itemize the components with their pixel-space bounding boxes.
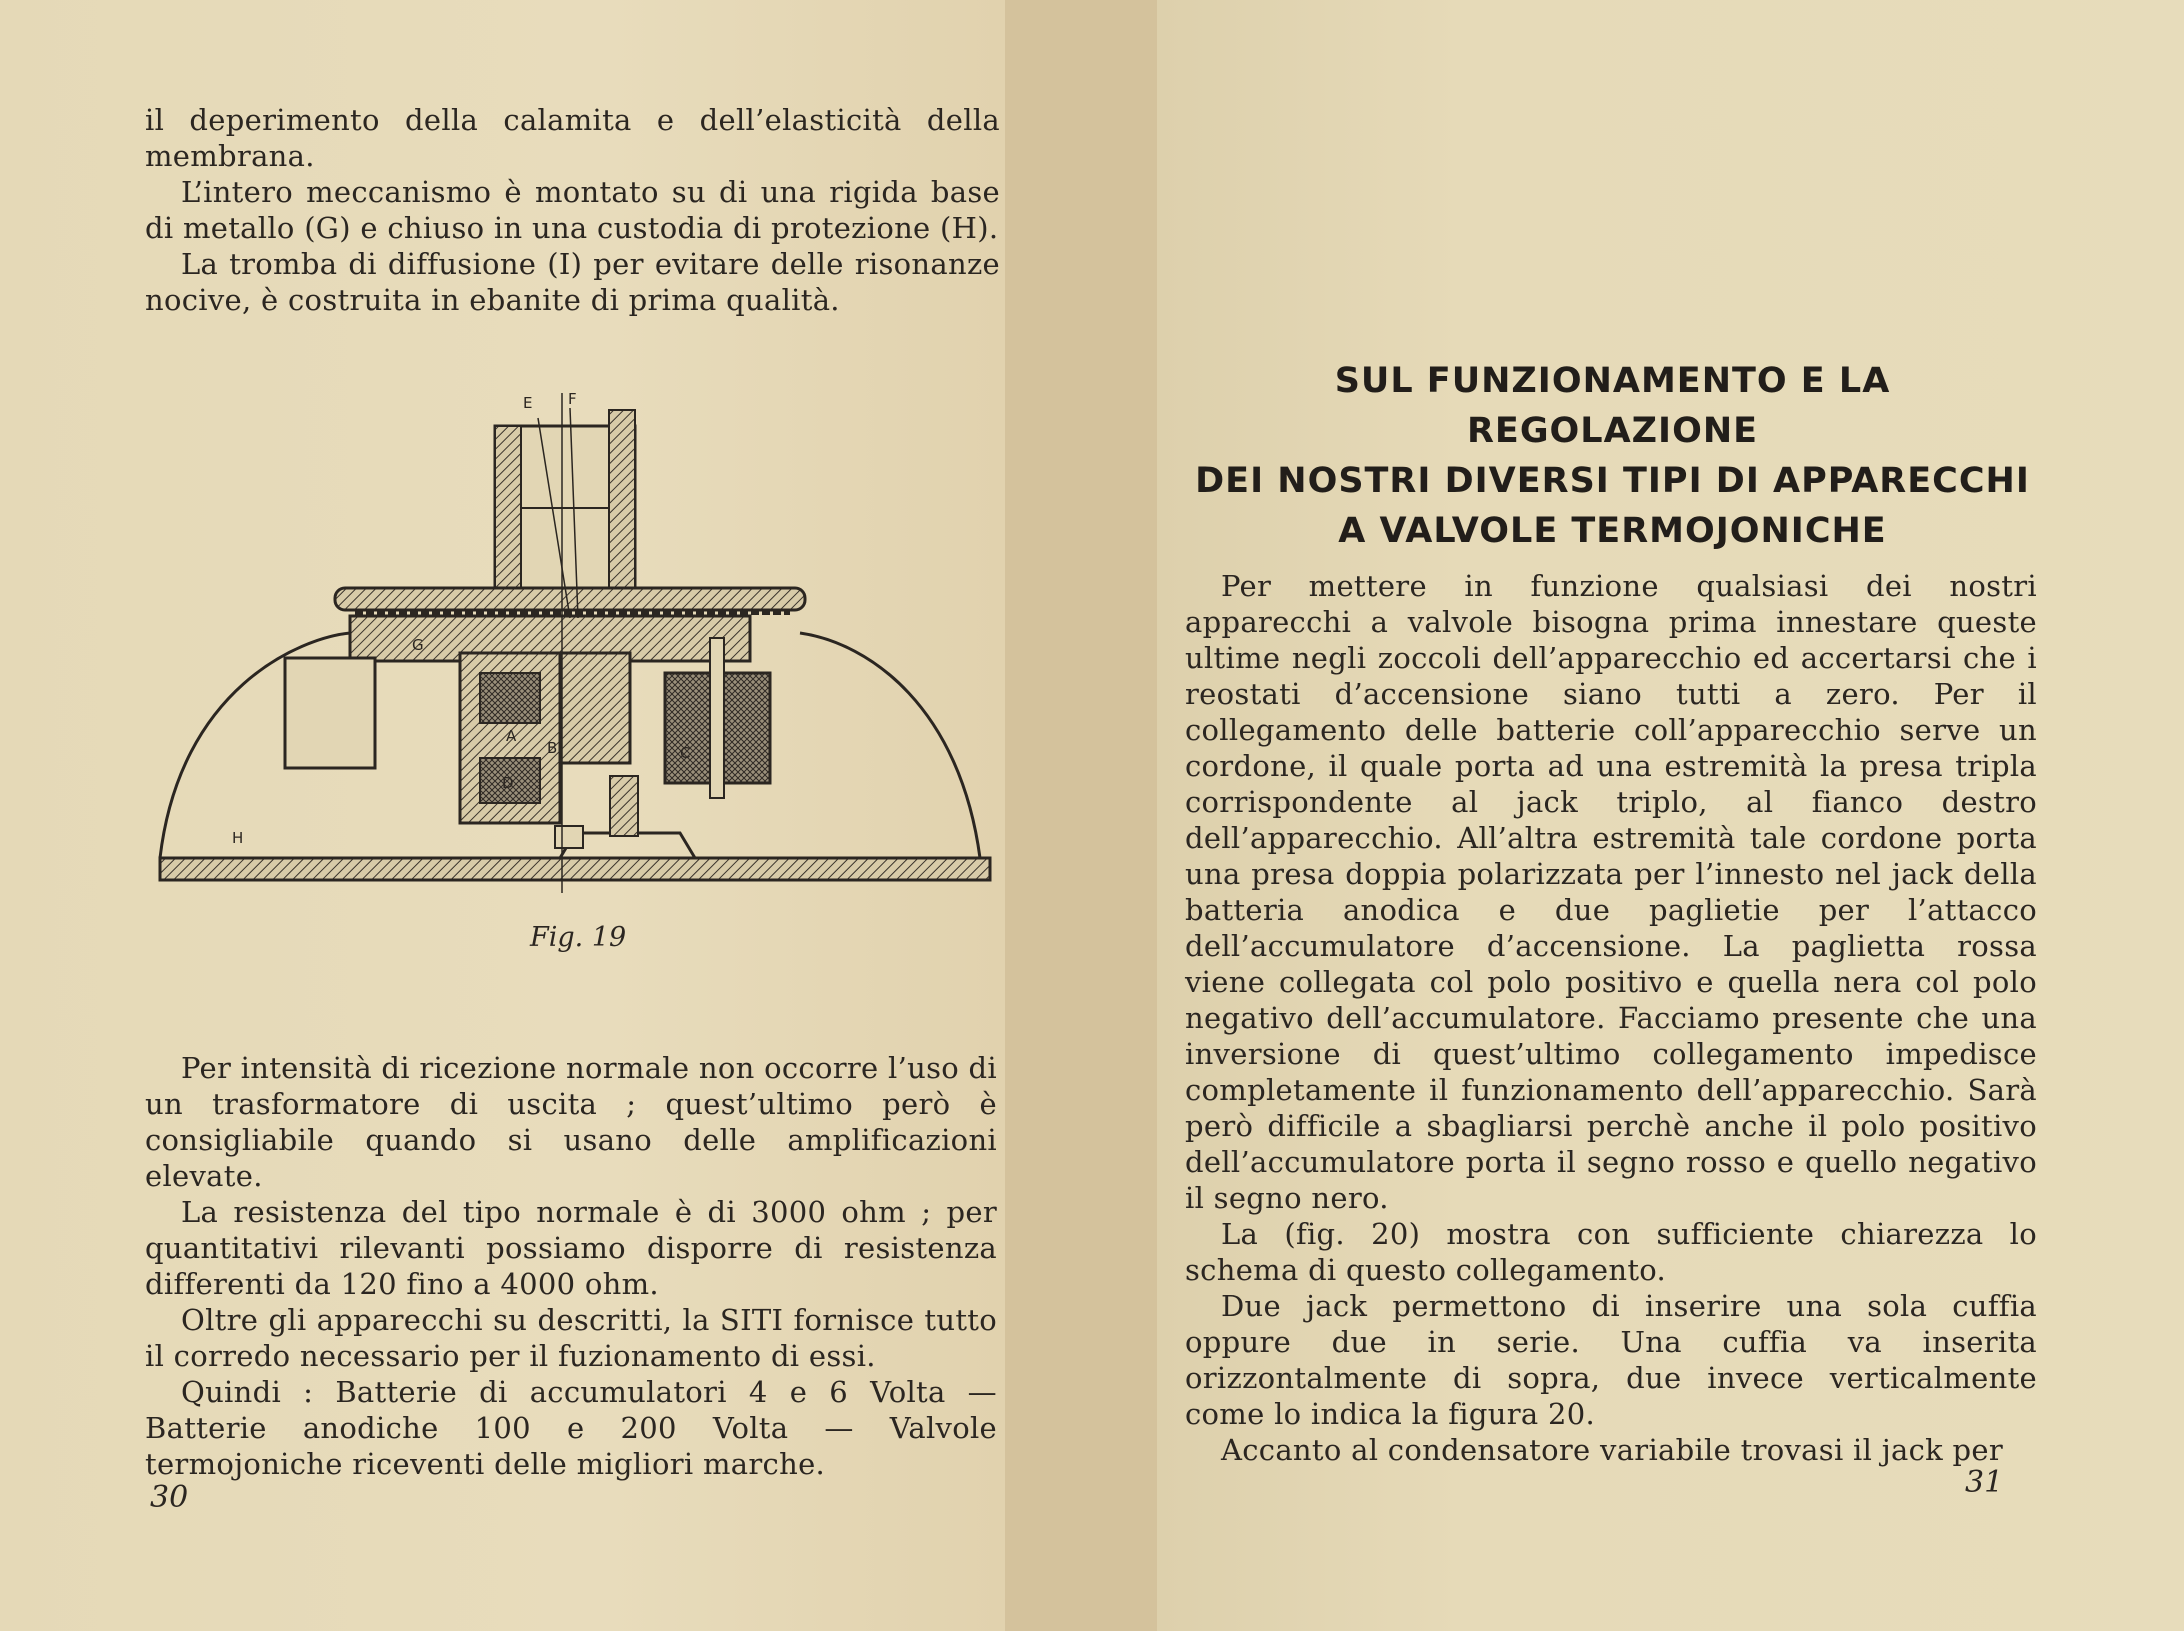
left-page xyxy=(0,0,1005,1631)
chapter-title xyxy=(1185,356,2040,556)
paragraph: Per mettere in funzione qualsiasi dei nostri apparecchi a valvole bisogna prima innestare queste ultime negli zoccoli dell’apparecchio ed accertarsi che i reostati d’accensione siano tutti a zero. Per il collegamento delle batterie coll’apparecchio serve un cordone, il quale porta ad una estremità la presa tripla corrispondente al jack triplo, al fianco destro dell’apparecchio. All’altra estremità tale cordone porta una presa doppia polarizzata per l’innesto nel jack della batteria anodica e due paglietie per l’attacco dell’accumulatore d’accensione. La paglietta rossa viene collegata col polo positivo e quella nera col polo negativo dell’accumulatore. Facciamo presente che una inversione di quest’ultimo collegamento impedisce completamente il funzionamento dell’apparecchio. Sarà però difficile a sbagliarsi perchè anche il polo positivo dell’accumulatore porta il segno rosso e quello negativo il segno nero. xyxy=(1185,569,2037,1215)
figure-label-a: A xyxy=(506,727,517,745)
figure-label-f: F xyxy=(568,390,577,408)
figure-caption: Fig. 19 xyxy=(530,922,627,953)
paragraph: La resistenza del tipo normale è di 3000 ohm ; per quantitativi rilevanti possiamo disporre di resistenza differenti da 120 fino a 4000 ohm. xyxy=(145,1195,997,1301)
book-gutter xyxy=(1005,0,1157,1631)
title-line: SUL FUNZIONAMENTO E LA REGOLAZIONE xyxy=(1334,361,1891,451)
paragraph: il deperimento della calamita e dell’elasticità della membrana. xyxy=(145,103,1000,173)
paragraph: Oltre gli apparecchi su descritti, la SITI fornisce tutto il corredo necessario per il fuzionamento di essi. xyxy=(145,1303,997,1373)
figure-label-g: G xyxy=(412,636,424,654)
housing-dome xyxy=(800,633,980,858)
right-body-text xyxy=(1185,568,2037,1468)
figure-label-d: D xyxy=(502,774,514,792)
paragraph: Due jack permettono di inserire una sola cuffia oppure due in serie. Una cuffia va inserita orizzontalmente di sopra, due invece verticalmente come lo indica la figura 20. xyxy=(1185,1289,2037,1431)
left-bottom-text xyxy=(145,1050,997,1482)
base-plate xyxy=(160,858,990,880)
paragraph: L’intero meccanismo è montato su di una rigida base di metallo (G) e chiuso in una custodia di protezione (H). xyxy=(145,175,1000,245)
paragraph: La tromba di diffusione (I) per evitare delle risonanze nocive, è costruita in ebanite di prima qualità. xyxy=(145,247,1000,317)
page-number: 31 xyxy=(1965,1465,2004,1500)
page-number: 30 xyxy=(150,1480,189,1515)
title-line: A VALVOLE TERMOJONICHE xyxy=(1338,511,1887,551)
paragraph: La (fig. 20) mostra con sufficiente chiarezza lo schema di questo collegamento. xyxy=(1185,1217,2037,1287)
top-flange xyxy=(335,588,805,610)
title-line: DEI NOSTRI DIVERSI TIPI DI APPARECCHI xyxy=(1195,461,2030,501)
figure-label-c: C xyxy=(680,744,691,762)
loudspeaker-cross-section-figure xyxy=(150,388,1000,898)
paragraph: Quindi : Batterie di accumulatori 4 e 6 Volta — Batterie anodiche 100 e 200 Volta — Valvole termojoniche riceventi delle migliori marche. xyxy=(145,1375,997,1481)
figure-label-e: E xyxy=(523,394,533,412)
paragraph: Per intensità di ricezione normale non occorre l’uso di un trasformatore di uscita ; quest’ultimo però è consigliabile quando si usano delle amplificazioni elevate. xyxy=(145,1051,997,1193)
paragraph: Accanto al condensatore variabile trovasi il jack per xyxy=(1221,1433,2004,1467)
figure-label-h: H xyxy=(232,829,244,847)
left-top-text xyxy=(145,102,1000,318)
figure-label-b: B xyxy=(547,739,558,757)
